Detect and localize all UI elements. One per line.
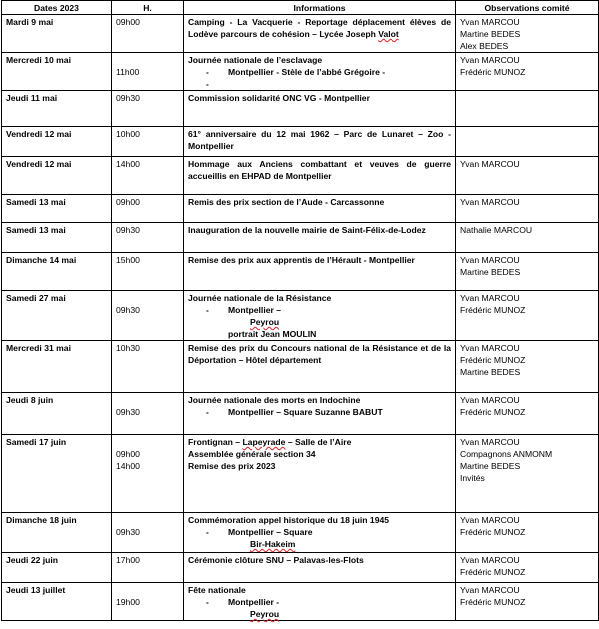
observer-name: Yvan MARCOU [460,55,520,65]
header-obs: Observations comité [456,1,599,15]
row-hour [112,127,184,157]
table-row [2,253,599,291]
info-line: Remise des prix 2023 [188,461,276,471]
row-date: Mercredi 31 mai [2,341,112,393]
observer-name: Martine BEDES [460,367,521,377]
row-observations [456,223,599,253]
info-line: Commémoration appel historique du 18 juin 1945 [188,515,390,525]
observer-name: Frédéric MUNOZ [460,567,526,577]
info-line: Journée nationale de la Résistance [188,293,332,303]
observer-name: Yvan MARCOU [460,159,520,169]
info-line: Frontignan – Lapeyrade – Salle de l’Aire [188,437,352,447]
table-row [2,91,599,127]
row-hour [112,393,184,435]
observer-name: Yvan MARCOU [460,343,520,353]
table-row [2,53,599,91]
row-hour [112,91,184,127]
row-observations [456,127,599,157]
hour-line: 09h30 [116,225,140,235]
hour-line [116,514,179,526]
row-observations [456,553,599,583]
row-info [184,253,456,291]
observer-name: Yvan MARCOU [460,395,520,405]
row-hour [112,253,184,291]
row-hour [112,513,184,553]
hour-line [116,584,179,596]
hour-line: 09h30 [116,93,140,103]
row-observations [456,291,599,341]
row-hour [112,157,184,195]
table-row [2,223,599,253]
row-info [184,91,456,127]
row-hour [112,53,184,91]
observer-name: Yvan MARCOU [460,255,520,265]
observer-name: Alex BEDES [460,41,509,51]
row-date: Samedi 13 mai [2,223,112,253]
hour-line: 09h00 [116,17,140,27]
info-line: Remise des prix du Concours national de la Résistance et de la Déportation – Hôtel département [188,343,451,365]
observer-name: Frédéric MUNOZ [460,407,526,417]
info-bullet: - Montpellier – Square Suzanne BABUT [188,406,451,418]
observer-name: Nathalie MARCOU [460,225,533,235]
row-date: Vendredi 12 mai [2,127,112,157]
observer-name: Frédéric MUNOZ [460,355,526,365]
hour-line: 09h30 [116,305,140,315]
row-info [184,223,456,253]
row-date: Jeudi 13 juillet [2,583,112,621]
observer-name: Frédéric MUNOZ [460,67,526,77]
row-date: Vendredi 12 mai [2,157,112,195]
table-row [2,435,599,513]
row-date: Jeudi 8 juin [2,393,112,435]
info-bullet: - Montpellier - Peyrou [188,596,451,620]
row-observations [456,195,599,223]
info-bullet: - Montpellier - Stèle de l’abbé Grégoire - [188,66,451,78]
hour-line [116,292,179,304]
observer-name: Martine BEDES [460,267,521,277]
observer-name: Yvan MARCOU [460,437,520,447]
observer-name: Yvan MARCOU [460,515,520,525]
hour-line: 10h30 [116,343,140,353]
info-line: Remis des prix section de l’Aude - Carcassonne [188,197,385,207]
observer-name: Frédéric MUNOZ [460,527,526,537]
hour-line: 15h00 [116,255,140,265]
hour-line: 09h30 [116,527,140,537]
row-hour [112,291,184,341]
row-observations [456,53,599,91]
row-hour [112,341,184,393]
info-line: Journée nationale des morts en Indochine [188,395,361,405]
row-observations [456,583,599,621]
row-hour [112,553,184,583]
row-observations [456,435,599,513]
hour-line: 11h00 [116,67,140,77]
row-info [184,127,456,157]
row-date: Samedi 13 mai [2,195,112,223]
row-observations [456,513,599,553]
row-hour [112,223,184,253]
info-line: Camping - La Vacquerie - Reportage déplacement élèves de Lodève parcours de cohésion – Lycée Joseph Valot [188,17,451,39]
row-info [184,341,456,393]
info-line: Cérémonie clôture SNU – Palavas-les-Flots [188,555,364,565]
table-row [2,195,599,223]
row-date: Mardi 9 mai [2,15,112,53]
row-observations [456,341,599,393]
row-info [184,291,456,341]
observer-name: Martine BEDES [460,461,521,471]
table-row [2,341,599,393]
row-info [184,15,456,53]
observer-name: Yvan MARCOU [460,197,520,207]
hour-line: 17h00 [116,555,140,565]
observer-name: Compagnons ANMONM [460,449,553,459]
row-info [184,195,456,223]
row-date: Mercredi 10 mai [2,53,112,91]
row-observations [456,91,599,127]
info-line: Commission solidarité ONC VG - Montpellier [188,93,370,103]
hour-line [116,436,179,448]
hour-line: 19h00 [116,597,140,607]
row-hour [112,15,184,53]
row-hour [112,435,184,513]
table-row [2,157,599,195]
row-observations [456,15,599,53]
row-hour [112,583,184,621]
hour-line [116,394,179,406]
info-bullet [188,78,451,90]
table-row [2,127,599,157]
info-line: Remise des prix aux apprentis de l’Hérault - Montpellier [188,255,415,265]
hour-line: 09h00 [116,197,140,207]
row-info [184,513,456,553]
row-info [184,157,456,195]
row-info [184,583,456,621]
hour-line: 09h30 [116,407,140,417]
header-info: Informations [184,1,456,15]
info-line: 61° anniversaire du 12 mai 1962 – Parc de Lunaret – Zoo - Montpellier [188,129,451,151]
table-row [2,553,599,583]
info-line: Hommage aux Anciens combattant et veuves de guerre accueillis en EHPAD de Montpellier [188,159,451,181]
header-row [2,1,599,15]
hour-line: 10h00 [116,129,140,139]
info-line: Journée nationale de l’esclavage [188,55,323,65]
hour-line: 14h00 [116,159,140,169]
info-bullet: - Montpellier – Square Bir-Hakeim [188,526,451,550]
info-line: Assemblée générale section 34 [188,449,316,459]
table-row [2,393,599,435]
header-date: Dates 2023 [2,1,112,15]
row-info [184,393,456,435]
observer-name: Invités [460,473,485,483]
observer-name: Yvan MARCOU [460,17,520,27]
table-row [2,513,599,553]
row-observations [456,157,599,195]
row-info [184,53,456,91]
info-bullet: - Montpellier – Peyrou portrait Jean MOULIN [188,304,451,340]
info-line: Inauguration de la nouvelle mairie de Saint-Félix-de-Lodez [188,225,426,235]
row-date: Dimanche 14 mai [2,253,112,291]
hour-line: 14h00 [116,461,140,471]
observer-name: Frédéric MUNOZ [460,305,526,315]
hour-line [116,78,179,90]
row-date: Jeudi 22 juin [2,553,112,583]
agenda-rows [2,15,599,621]
table-row [2,15,599,53]
header-hour: H. [112,1,184,15]
observer-name: Yvan MARCOU [460,293,520,303]
row-info [184,435,456,513]
table-row [2,291,599,341]
agenda-table [1,0,599,621]
hour-line [116,54,179,66]
observer-name: Yvan MARCOU [460,555,520,565]
row-date: Dimanche 18 juin [2,513,112,553]
row-date: Samedi 17 juin [2,435,112,513]
row-date: Jeudi 11 mai [2,91,112,127]
row-hour [112,195,184,223]
row-info [184,553,456,583]
observer-name: Martine BEDES [460,29,521,39]
row-date: Samedi 27 mai [2,291,112,341]
observer-name: Frédéric MUNOZ [460,597,526,607]
observer-name: Yvan MARCOU [460,585,520,595]
info-line: Fête nationale [188,585,246,595]
row-observations [456,393,599,435]
hour-line: 09h00 [116,449,140,459]
row-observations [456,253,599,291]
table-row [2,583,599,621]
